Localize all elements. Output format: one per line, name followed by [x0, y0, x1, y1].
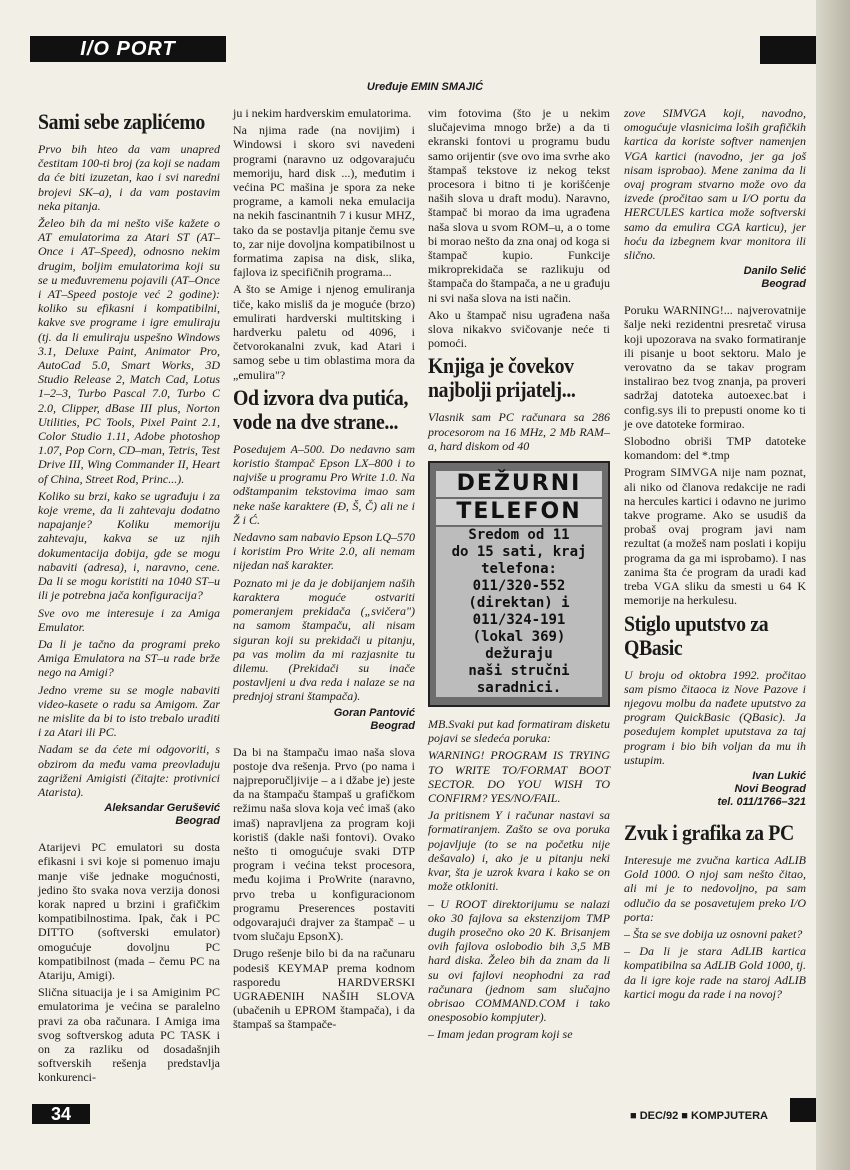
paragraph: Program SIMVGA nije nam poznat, ali niko od članova redakcije ne radi na hercules kartici i odavno ne jurimo takve programe. Ako se usudiš da probaš ovaj program javi nam rezultat (a možeš nam poslati i kopiju programa da ga mi isprobamo). I nas zanima šta će program da uradi kad treba VGA sliku da smesti u 64 K memorije na herkulesu.: [624, 465, 806, 608]
paragraph: MB.Svaki put kad formatiram disketu pojavi se sledeća poruka:: [428, 717, 610, 746]
hotline-line: Sredom od 11: [436, 527, 602, 544]
paragraph: Interesuje me zvučna kartica AdLIB Gold 1000. O njoj sam nešto čitao, ali mi je to nedovoljno, pa sam odlučio da se posavetujem preko I/O porta:: [624, 852, 806, 924]
paragraph: Ja pritisnem Y i računar nastavi sa formatiranjem. Zašto se ova poruka pojavljuje (to se na početku nije dešavalo) i, ako je u pitanju neki kvar, šta je uzrok kvara i kako se on može otkloniti.: [428, 808, 610, 894]
paragraph: Da bi na štampaču imao naša slova postoje dva rešenja. Prvo (po nama i najpreporučljivije – a i džabe je) jeste da na štampaču štampaš u grafičkom režimu naša slova koja već imaš (ako imaš) napravljena za program koji koristiš (dakle naši fontovi). Ovako nešto ti omogućuje svaki DTP program i većina tekst procesora, među kojima i ProWrite (naravno, prvo treba u konfiguracionom programu Preserences postaviti odgovarajući drajver za štampač – u tvom slučaju EpsonX).: [233, 744, 415, 944]
page-number: 34: [32, 1104, 90, 1124]
signature-city: Beograd: [370, 719, 415, 732]
editor-credit: Uređuje EMIN SMAJIĆ: [366, 81, 484, 93]
hotline-line: telefona:: [436, 561, 602, 578]
hotline-title: DEŽURNI: [436, 471, 602, 497]
header-block: [760, 36, 816, 64]
paragraph: Sve ovo me interesuje i za Amiga Emulator.: [38, 605, 220, 634]
paragraph: Ako u štampač nisu ugrađena naša slova nikakvo svičovanje neće ti pomoći.: [428, 307, 610, 351]
paragraph: Slobodno obriši TMP datoteke komandom: del *.tmp: [624, 434, 806, 463]
hotline-line: (lokal 369): [436, 629, 602, 646]
paragraph: Poznato mi je da je dobijanjem naših karaktera moguće ostvariti pomeranjem prekidača („svičera") na samom štampaču, ali nisam siguran koji su prekidači u pitanju, pa vas molim da mi razjasnite tu dilemu. (Prekidači su inače postavljeni u dva reda i nalaze se na prednjoj strani štampača).: [233, 575, 415, 704]
paragraph: vim fotovima (što je u nekim slučajevima mnogo brže) a da ti ekranski fontovi u programu budu samo orijentir (sve ovo ima svrhe ako štampaš tekstove iz nekog tekst procesora i bitno ti je korišćenje naših slova u draft modu). Naravno, štampač bi morao da ima ugrađena naša slova u svom ROM–u, a o tome bi morao nešto da zna onaj od koga si štampač kupio. Funkcije mikroprekidača se razlikuju od štampača do štampača, a ne u građuju ni svi naša slova na isti način.: [428, 106, 610, 305]
paragraph: Nadam se da ćete mi odgovoriti, s obzirom da među vama preovladuju zagriženi Amigisti (čitajte: protivnici Atarista).: [38, 742, 220, 799]
signature-city: Beograd: [175, 815, 220, 828]
paragraph: Da li je tačno da programi preko Amiga Emulatora na ST–u rade brže nego na Amigi?: [38, 636, 220, 680]
footer-issue: [630, 1110, 768, 1122]
article-title: Zvuk i grafika za PC: [624, 819, 794, 845]
paragraph: ju i nekim hardverskim emulatorima.: [233, 106, 412, 120]
page-fold-shadow: [816, 0, 850, 1170]
hotline-line: dežuraju: [436, 646, 602, 663]
paragraph: Atarijevi PC emulatori su dosta efikasni i svi koje si pomenuo imaju manje više jednake mogućnosti, jedino što svaka nova verzija donosi korak napred u brzini i grafičkim kompatibilnostima. Ipak, čak i PC DITTO (softverski emulator) omogućuje dovoljnu PC kompatibilnost (mada – čemu PC na Atariju, Amigi).: [38, 840, 220, 982]
signature-city: Novi Beograd: [734, 782, 806, 795]
signature: [624, 265, 806, 291]
footer-block: [790, 1098, 816, 1122]
signature: [624, 770, 806, 809]
signature-name: Danilo Selić: [743, 265, 806, 278]
hotline-line: do 15 sati, kraj: [436, 544, 602, 561]
paragraph: Na njima rade (na novijim) i Windowsi i skoro svi navedeni programi (naravno uz odgovarajuću memoriju, hard disk ...), međutim i većina PC mašina je spora za neke programe, a kamoli neka emulacija na nekih fascinantnih 7 i kusur MHZ, tako da se postavlja pitanje čemu sve to, zar nije dovoljna kompatibilnost u formatima zapisa na disk, slika, fajlova iz specifičnih programa...: [233, 123, 415, 280]
paragraph: U broju od oktobra 1992. pročitao sam pismo čitaoca iz Nove Pazove i njegovu molbu da nađete uputstvo za program QuickBasic (QBasic). Ja posedujem komplet uputstava za taj program i bio bih voljan da mu ih ustupim.: [624, 667, 806, 767]
signature: [38, 802, 220, 828]
paragraph: Poruku WARNING!... najverovatnije šalje neki rezidentni presretač virusa koji upozorava na svako formatiranje ili pisanje u boot sektoru. Malo je verovatno da se takav program instalirao bez tvog znanja, pa proveri sadržaj datoteka autoexec.bat i config.sys ili to prepusti onome ko ti je ove datoteke formirao.: [624, 303, 806, 431]
article-title: Stiglo uputstvo za QBasic: [624, 610, 769, 660]
paragraph: – Šta se sve dobija uz osnovni paket?: [624, 926, 803, 941]
magazine-name: KOMPJUTERA: [690, 1110, 768, 1122]
article-title: Od izvora dva putića, vode na dve strane...: [233, 384, 409, 434]
paragraph: Nedavno sam nabavio Epson LQ–570 i koristim Pro Write 2.0, ali nemam nijedan naš karakter.: [233, 530, 415, 573]
signature-name: Goran Pantović: [333, 706, 415, 719]
signature-name: Ivan Lukić: [752, 769, 806, 782]
article-title: Knjiga je čovekov najbolji prijatelj...: [428, 353, 576, 403]
article-title: Sami sebe zaplićemo: [38, 109, 205, 134]
column-1: [38, 106, 220, 1088]
paragraph: – Imam jedan program koji se: [428, 1027, 573, 1042]
signature: [233, 707, 415, 733]
column-3: [428, 106, 610, 1045]
hotline-title: TELEFON: [436, 499, 602, 525]
hotline-line: saradnici.: [436, 680, 602, 697]
section-header: I/O PORT: [30, 36, 226, 62]
paragraph: Vlasnik sam PC računara sa 286 procesorom na 16 MHz, 2 Mb RAM–a, hard diskom od 40: [428, 410, 610, 453]
column-4: [624, 106, 806, 1004]
hotline-phone: 011/320-552: [436, 578, 602, 595]
paragraph: Drugo rešenje bilo bi da na računaru podesiš KEYMAP prema kodnom rasporedu HARDVERSKI UGRAĐENIH NAŠIH SLOVA (ubačenih u EPROM štampača), i da štampaš sa štampače-: [233, 946, 415, 1032]
signature-city: Beograd: [761, 278, 806, 291]
hotline-phone: 011/324-191: [436, 612, 602, 629]
paragraph: – U ROOT direktorijumu se nalazi oko 30 fajlova sa ekstenzijom TMP dugih prosečno oko 20 K. Brisanjem ovih fajlova oslobodio bih 3,5 MB hard diska. Želeo bih da znam da li su ovi fajlovi neophodni za rad računara (jednom sam slučajno obrisao COMMAND.COM i tako onesposobio kompjuter).: [428, 896, 610, 1025]
paragraph: Prvo bih hteo da vam unapred čestitam 100-ti broj (za koji se nadam da će biti izuzetan, kao i svi naredni brojevi SK–a), i da vam postavim neka pitanja.: [38, 142, 220, 213]
paragraph: zove SIMVGA koji, navodno, omogućuje vlasnicima loših grafičkih kartica da koriste softver namenjen VGA kartici (navodno, jer ga još nisam isprobao). Mene zanima da li ovaj program stvarno može ovo da izvede (pročitao sam u I/O portu da HERCULES kartica može softverski samo da emulira CGA karticu), jer hoću da izbegnem kvar monitora ili slično.: [624, 106, 806, 263]
signature-phone: tel. 011/1766–321: [717, 795, 806, 808]
paragraph: – Da li je stara AdLIB kartica kompatibilna sa AdLIB Gold 1000, tj. da li igre koje rade na staroj AdLIB kartici mogu da rade i na novoj?: [624, 944, 806, 1001]
paragraph: Slična situacija je i sa Amiginim PC emulatorima je većina se paralelno pravi za oba računara. I Amiga ima svog softverskog aduta PC TASK i on za razliku od dosadašnjih softverskih rešenja predstavlja konkurenci-: [38, 985, 220, 1085]
hotline-line: naši stručni: [436, 663, 602, 680]
paragraph: Koliko su brzi, kako se ugrađuju i za koje vreme, da li zahtevaju dodatno napajanje? Koliku memoriju zahtevaju, kakva se uz njih dokumentacija dobija, gde se mogu nabaviti (adresa), i, naravno, cene. Da li se mogu koristiti na 1040 ST–u ili je potrebna jača konfiguracija?: [38, 488, 220, 603]
column-2: [233, 106, 415, 1035]
paragraph: WARNING! PROGRAM IS TRYING TO WRITE TO/FORMAT BOOT SECTOR. DO YOU WISH TO CONFIRM? YES/NO/FAIL.: [428, 748, 610, 806]
paragraph: A što se Amige i njenog emuliranja tiče, kako misliš da je moguće (brzo) emulirati hardverski multitsking i hardverku paletu od 4096, i četvorokanalni zvuk, kad Atari i samog sebe u tim oblastima mora da „emulira"?: [233, 282, 415, 382]
paragraph: Želeo bih da mi nešto više kažete o AT emulatorima za Atari ST (AT–Once i AT–Speed), odnosno nekim drugim, boljim emulatorima koji su se u međuvremenu pojavili (AT–Once i AT–Speed postoje već 2 godine): koliko su efikasni i kompatibilni, kakve sve programe i igre emuliraju (tj. da li emuliraju uspešno Windows 3.1, Deluxe Paint, Animator Pro, AutoCad 5.0, Smart Works, 3D Studio Release 2, Match Cad, Lotus 1–2–3, Turbo Pascal 7.0, Turbo C 2.0, Clipper, dBase III plus, Norton Utilities, PC Tools, Pixel Paint 2.1, Color Studio 1.11, Adobe photoshop 1.07, Pop Corn, CD–man, Tetris, Test Drive III, Wing Commander II, Heart of China, Street Rod, Princ...).: [38, 216, 220, 486]
hotline-line: (direktan) i: [436, 595, 602, 612]
paragraph: Jedno vreme su se mogle nabaviti video-kasete o radu sa Amigom. Zar ne mislite da bi to isto trebalo uraditi i za Atari ili PC.: [38, 682, 220, 740]
issue-date: ■ DEC/92 ■: [630, 1110, 688, 1122]
paragraph: Posedujem A–500. Do nedavno sam koristio štampač Epson LX–800 i to najviše u programu Pro Write 1.0. Na odštampanim tekstovima imao sam neke naše karaktere (Đ, Š, Č) ali ne i Ž i Ć.: [233, 441, 415, 527]
signature-name: Aleksandar Gerušević: [104, 802, 220, 815]
hotline-box: [428, 461, 610, 707]
